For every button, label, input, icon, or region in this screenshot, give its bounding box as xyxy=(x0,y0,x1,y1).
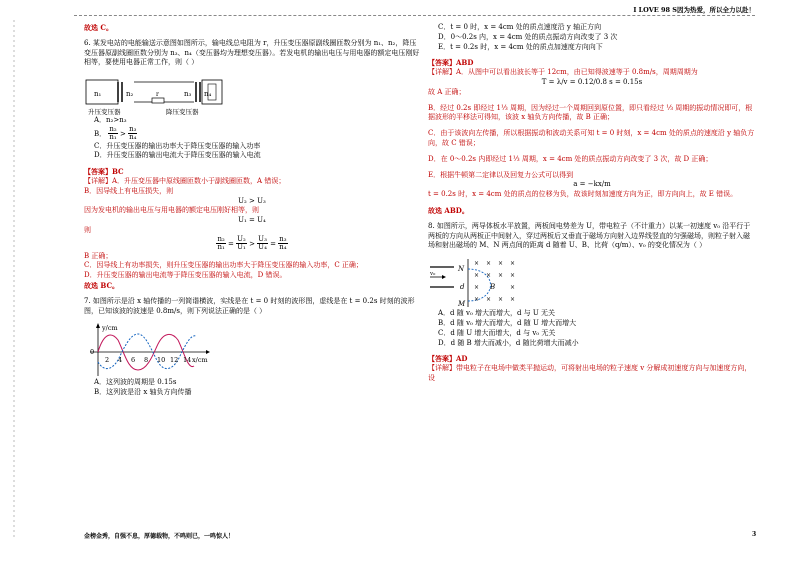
eq-u1-u4: U₁ = U₄ xyxy=(238,216,266,225)
n3-over-n4 xyxy=(128,126,137,142)
q7-analysis-a-end: 故 A 正确； xyxy=(428,87,466,96)
svg-text:×: × xyxy=(498,260,504,268)
n1-label: n₁ xyxy=(94,90,102,99)
frac xyxy=(216,236,225,252)
q6-conclusion: 故选 BC。 xyxy=(84,280,120,290)
b-label: B xyxy=(490,283,496,292)
q7-analysis-d: D．在 0～0.2s 内即经过 1⅓ 周期，x = 4cm 处的质点振动方向改变了 3 次，故 D 正确； xyxy=(428,154,713,163)
field-diagram xyxy=(428,257,538,309)
q7-conclusion: 故选 ABD。 xyxy=(428,205,469,215)
x-axis-label: x/cm xyxy=(192,356,208,365)
q8-answer: 【答案】AD xyxy=(428,354,468,364)
n4-label: n₄ xyxy=(204,90,212,99)
frac-num: n₃ xyxy=(129,124,137,133)
q6-option-b-letter: B． xyxy=(94,129,107,138)
q7-analysis-a: 【详解】A．从图中可以看出波长等于 12cm，由已知得波速等于 0.8m/s，周期周期为 xyxy=(428,68,698,77)
q7-option-d: D．0～0.2s 内，x = 4cm 处的质点振动方向改变了 3 次 xyxy=(438,32,618,41)
q6-option-a: A．n₂>n₃ xyxy=(94,116,127,125)
q7-answer: 【答案】ABD xyxy=(428,58,474,68)
svg-text:×: × xyxy=(510,284,516,292)
eq-ratio-chain xyxy=(84,236,420,252)
q7-option-e: E．t = 0.2s 时，x = 4cm 处的质点加速度方向向下 xyxy=(438,42,603,51)
q6-option-c: C．升压变压器的输出功率大于降压变压器的输入功率 xyxy=(94,141,261,150)
svg-text:×: × xyxy=(486,296,492,304)
q7-stem: 7. 如图所示是沿 x 轴传播的一列简谐横波，实线是在 t = 0 时刻的波形图，虚线是在 t = 0.2s 时刻的波形图，已知该波的波速是 0.8m/s，则下列说法正确的是（ ） xyxy=(84,296,415,315)
q8-option-d: D．d 随 B 增大而减小，d 随比荷增大而减小 xyxy=(438,338,579,347)
step-down-label: 降压变压器 xyxy=(166,108,199,117)
frac-den: n₁ xyxy=(217,243,225,252)
eq-sign: = xyxy=(228,239,234,248)
q6-analysis-b: B．因导线上有电压损失，则 xyxy=(84,186,174,195)
q7-analysis-b: B．经过 0.2s 即经过 1⅓ 周期，因为经过一个周期回到原位置，即只看经过 ⅓ 周期的振动情况即可，根据波形的平移法可得知，该波 x 轴负方向传播，故 B 正确； xyxy=(428,103,753,122)
q7-analysis-c: C．由于该波向左传播，所以根据振动和波动关系可知 t = 0 时刻，x = 4cm 处的质点的速度沿 y 轴负方向，故 C 错误； xyxy=(428,129,755,147)
q6-answer: 【答案】BC xyxy=(84,167,124,177)
frac-den: n₁ xyxy=(109,133,117,142)
q6-analysis-then: 则 xyxy=(84,226,91,235)
n-point-label: N xyxy=(458,265,465,274)
gt-sign: > xyxy=(119,129,126,138)
q6-option-b xyxy=(84,126,420,142)
frac-num: n₂ xyxy=(109,124,117,133)
d-label: d xyxy=(460,283,465,292)
n2-over-n1 xyxy=(108,126,117,142)
q6-analysis-c: C．因导线上有功率损失，则升压变压器的输出功率大于降压变压器的输入功率，C 正确； xyxy=(84,261,363,270)
prev-answer: 故选 C。 xyxy=(84,23,114,32)
transformer-diagram xyxy=(84,74,284,116)
q7-analysis-e: E．根据牛顿第二定律以及回复力公式可以得到 xyxy=(428,170,574,179)
svg-text:×: × xyxy=(474,284,480,292)
binding-margin xyxy=(0,0,26,561)
svg-text:×: × xyxy=(474,260,480,268)
q6-analysis-d: D．升压变压器的输出电流等于降压变压器的输入电流，D 错误。 xyxy=(84,271,287,280)
left-column xyxy=(84,23,420,398)
right-column xyxy=(428,23,756,384)
q6-analysis-b3: B 正确； xyxy=(84,251,113,260)
q6-analysis-a: 【详解】A．升压变压器中原线圈匝数小于副线圈匝数，A 错误； xyxy=(84,177,286,186)
frac xyxy=(236,236,247,252)
m-point-label: M xyxy=(458,300,466,309)
eq-u2-u3: U₂ > U₃ xyxy=(238,196,266,205)
n2-label: n₂ xyxy=(126,90,134,99)
q8-analysis: 【详解】带电粒子在电场中做类平抛运动，可将射出电场的粒子速度 v 分解成初速度方向与加速度方向，设 xyxy=(428,364,752,382)
q8-stem: 8. 如图所示，两导体板水平放置，两板间电势差为 U，带电粒子（不计重力）以某一初速度 v₀ 沿平行于两板的方向从两板正中间射入，穿过两板后又垂直于磁场方向射入边界线竖直的匀强磁场，则粒子射入磁场和射出磁场的 M、N 两点间的距离 d 随着 U、B、比荷（q/m）、v₀ 的变化情况为（ ） xyxy=(428,221,751,250)
svg-text:×: × xyxy=(510,272,516,280)
n3-label: n₃ xyxy=(184,90,192,99)
q8-option-c: C．d 随 U 增大而增大，d 与 v₀ 无关 xyxy=(438,328,556,337)
q7-analysis-e2: t = 0.2s 时，x = 4cm 处的质点的位移为负，故该时刻加速度方向为正，即方向向上，故 E 错误。 xyxy=(428,190,738,199)
x-tick-label: 2 xyxy=(105,356,110,365)
q7-option-b: B．这列波是沿 x 轴负方向传播 xyxy=(94,388,192,397)
eq-accel: a = −kx/m xyxy=(573,180,611,189)
svg-text:×: × xyxy=(486,260,492,268)
q7-option-c: C．t = 0 时，x = 4cm 处的质点速度沿 y 轴正方向 xyxy=(438,23,602,31)
frac-num: n₂ xyxy=(217,234,225,243)
q6-analysis-b2: 因为发电机的输出电压与用电器的额定电压刚好相等，则 xyxy=(84,206,259,215)
step-up-label: 升压变压器 xyxy=(88,108,121,117)
y-axis-label: y/cm xyxy=(102,324,118,333)
frac-den: U₄ xyxy=(258,243,267,252)
eq-sign: = xyxy=(270,239,276,248)
svg-text:×: × xyxy=(486,272,492,280)
page-number: 3 xyxy=(752,531,757,538)
gt-sign: > xyxy=(249,239,255,248)
svg-text:×: × xyxy=(498,296,504,304)
svg-text:×: × xyxy=(474,272,480,280)
q8-option-a: A．d 随 v₀ 增大而增大，d 与 U 无关 xyxy=(438,309,556,318)
header-rule xyxy=(74,15,755,16)
origin-label: 0 xyxy=(90,348,95,357)
frac xyxy=(257,236,268,252)
x-tick-label: 12 xyxy=(170,356,179,365)
v0-label: v₀ xyxy=(430,271,436,278)
frac-den: n₄ xyxy=(129,133,137,142)
frac-den: n₄ xyxy=(279,243,287,252)
frac xyxy=(278,236,287,252)
wave-graph xyxy=(84,322,214,378)
frac-num: n₃ xyxy=(279,234,287,243)
q8-option-b: B．d 随 v₀ 增大而增大，d 随 U 增大而增大 xyxy=(438,318,577,327)
x-tick-label: 8 xyxy=(144,356,149,365)
svg-text:×: × xyxy=(474,296,480,304)
footer-slogan: 金榜金秀，自强不息，厚德载物，不鸣则已，一鸣惊人！ xyxy=(84,533,235,540)
q7-option-a: A．这列波的周期是 0.15s xyxy=(94,378,177,387)
x-tick-label: 4 xyxy=(118,356,123,365)
q6-stem: 6. 某发电站的电能输送示意图如图所示，输电线总电阻为 r，升压变压器原副线圈匝数分别为 n₁、n₂，降压变压器原副线圈匝数分别为 n₃、n₄（变压器均为理想变压器）。若发电机的输出电压与用电器的额定电压刚好相等，要使用电器正常工作，则（ ） xyxy=(84,38,420,67)
svg-text:×: × xyxy=(510,260,516,268)
x-tick-label: 14 xyxy=(183,356,192,365)
eq-period: T = λ/v = 0.12/0.8 s = 0.15s xyxy=(541,77,643,86)
frac-num: U₂ xyxy=(237,234,246,243)
svg-text:×: × xyxy=(498,272,504,280)
frac-den: U₁ xyxy=(237,243,246,252)
x-tick-label: 6 xyxy=(131,356,136,365)
svg-text:×: × xyxy=(510,296,516,304)
x-tick-label: 10 xyxy=(157,356,166,365)
q6-option-d: D．升压变压器的输出电流大于降压变压器的输入电流 xyxy=(94,151,261,160)
header-slogan: I LOVE 98 S因为热爱，所以全力以赴！ xyxy=(633,6,755,14)
r-label: r xyxy=(156,91,159,99)
frac-num: U₃ xyxy=(258,234,267,243)
